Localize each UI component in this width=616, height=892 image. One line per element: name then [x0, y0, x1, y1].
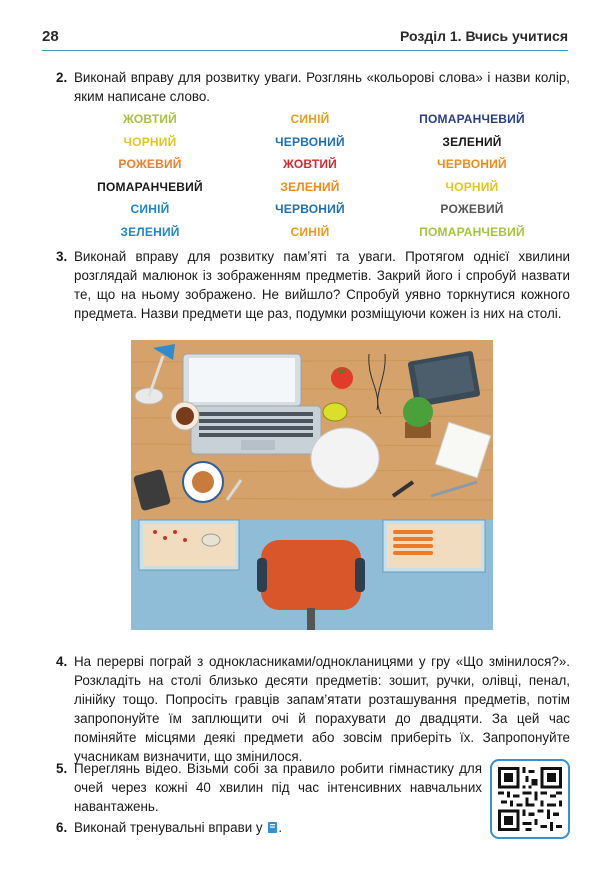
- task-2-number: 2.: [56, 70, 68, 85]
- colored-word: СИНІЙ: [290, 224, 330, 239]
- colored-word: ЗЕЛЕНИЙ: [120, 224, 180, 239]
- task-6-period: .: [278, 820, 283, 835]
- colored-word: ЧОРНИЙ: [123, 134, 177, 149]
- colored-word: ЧЕРВОНИЙ: [437, 157, 507, 171]
- qr-code-icon: [498, 767, 562, 831]
- page-header: [42, 28, 568, 50]
- task-2-text: Виконай вправу для розвитку уваги. Розглянь «кольорові слова» і назви колір, яким написане слово.: [74, 70, 570, 104]
- colored-word: ЧЕРВОНИЙ: [275, 202, 345, 216]
- chapter-title: Розділ 1. Вчись учитися: [400, 28, 568, 44]
- task-3-number: 3.: [56, 249, 68, 264]
- task-4-number: 4.: [56, 654, 68, 669]
- task-4-text: На перерві пограй з однокласниками/однокланицями у гру «Що змінилося?». Розкладіть на столі близько десяти предметів: зошит, ручки, олівці, пенал, лінійку тощо. Попросіть гравців запам’ятати розташування предметів, потім запропонуйте їм заплющити очі й порахувати до двадцяти. За цей час поміняйте місцями деякі предмети або зовсім приберіть їх. Запропонуйте учасникам визначити, що змінилося.: [74, 654, 570, 764]
- colored-word: ПОМАРАНЧЕВИЙ: [419, 224, 525, 239]
- colored-word: СИНІЙ: [130, 202, 170, 216]
- page-number: 28: [42, 28, 59, 45]
- colored-word: ПОМАРАНЧЕВИЙ: [97, 179, 203, 194]
- task-3-text: Виконай вправу для розвитку пам’яті та уваги. Протягом однієї хвилини розглядай малюнок із зображенням предметів. Закрий його і спробуй назвати те, що на ньому зображено. Не вийшло? Спробуй уявно торкнутися кожного предмета. Назви предмети ще раз, подумки розміщуючи кожен із них на столі.: [74, 249, 570, 321]
- qr-code[interactable]: [490, 759, 570, 839]
- colored-word: ЧОРНИЙ: [445, 179, 499, 194]
- word-column-2: [230, 108, 390, 243]
- colored-words-grid: [70, 108, 570, 238]
- colored-word: ЗЕЛЕНИЙ: [280, 179, 340, 194]
- colored-word: РОЖЕВИЙ: [118, 157, 182, 171]
- colored-word: ЖОВТИЙ: [282, 157, 337, 171]
- task-6-line: [74, 818, 474, 837]
- desk-illustration: [131, 340, 493, 630]
- word-column-1: [70, 108, 230, 243]
- colored-word: ЖОВТИЙ: [122, 112, 177, 126]
- header-rule: [42, 50, 568, 51]
- colored-word: РОЖЕВИЙ: [440, 202, 504, 216]
- colored-word: ЧЕРВОНИЙ: [275, 134, 345, 149]
- workbook-icon[interactable]: [267, 820, 278, 833]
- task-6-number: 6.: [56, 820, 68, 835]
- task-5-text: Переглянь відео. Візьми собі за правило робити гімнастику для очей через кожні 40 хвилин під час інтенсивних навчальних навантажень.: [74, 761, 482, 814]
- colored-word: СИНІЙ: [290, 112, 330, 126]
- colored-word: ПОМАРАНЧЕВИЙ: [419, 112, 525, 126]
- task-5-number: 5.: [56, 761, 68, 776]
- word-column-3: [392, 108, 552, 243]
- task-6-text: Виконай тренувальні вправи у: [74, 820, 263, 835]
- colored-word: ЗЕЛЕНИЙ: [442, 134, 502, 149]
